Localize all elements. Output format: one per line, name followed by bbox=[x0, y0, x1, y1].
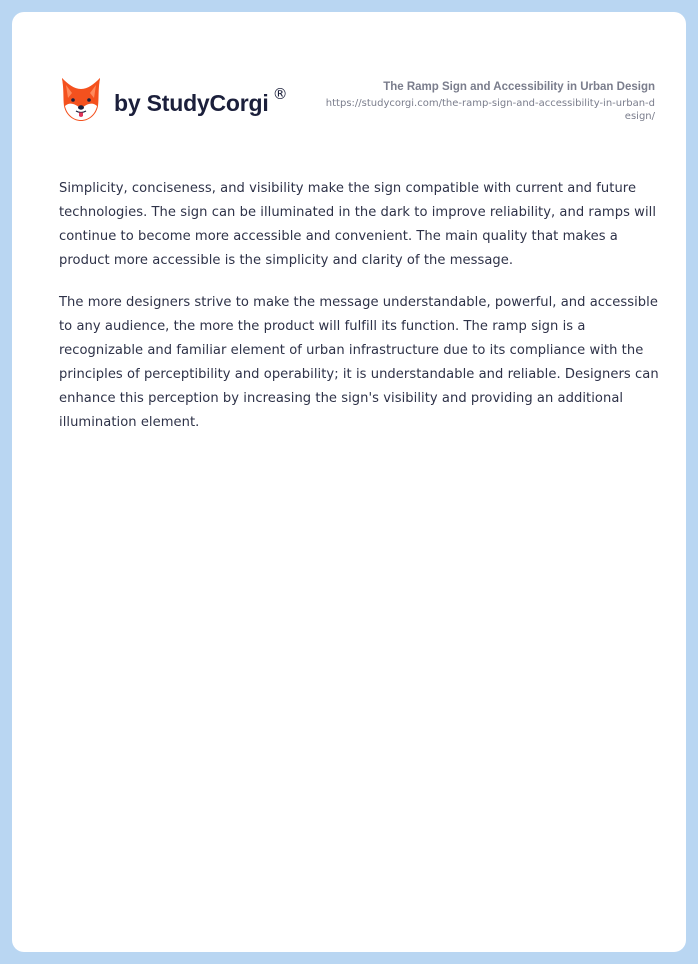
page-header bbox=[12, 12, 686, 152]
document-title: The Ramp Sign and Accessibility in Urban Design bbox=[383, 81, 655, 93]
paragraph: The more designers strive to make the message understandable, powerful, and accessible to any audience, the more the product will fulfill its function. The ramp sign is a recognizable and familiar element of urban infrastructure due to its compliance with the principles of perceptibility and operability; it is understandable and reliable. Designers can enhance this perception by increasing the sign's visibility and providing an additional illumination element. bbox=[59, 295, 659, 430]
document-body bbox=[59, 177, 659, 453]
logo-wordmark bbox=[114, 84, 288, 117]
document-meta bbox=[325, 80, 655, 123]
logo-text: by StudyCorgi bbox=[114, 89, 269, 116]
document-url-link[interactable]: https://studycorgi.com/the-ramp-sign-and-accessibility-in-urban-design/ bbox=[325, 98, 655, 122]
registered-mark: ® bbox=[272, 84, 288, 103]
document-page bbox=[12, 12, 686, 952]
corgi-icon bbox=[60, 76, 102, 122]
studycorgi-logo[interactable] bbox=[60, 76, 287, 122]
paragraph: Simplicity, conciseness, and visibility make the sign compatible with current and future technologies. The sign can be illuminated in the dark to improve reliability, and ramps will continue to become more accessible and convenient. The main quality that makes a product more accessible is the simplicity and clarity of the message. bbox=[59, 181, 657, 268]
